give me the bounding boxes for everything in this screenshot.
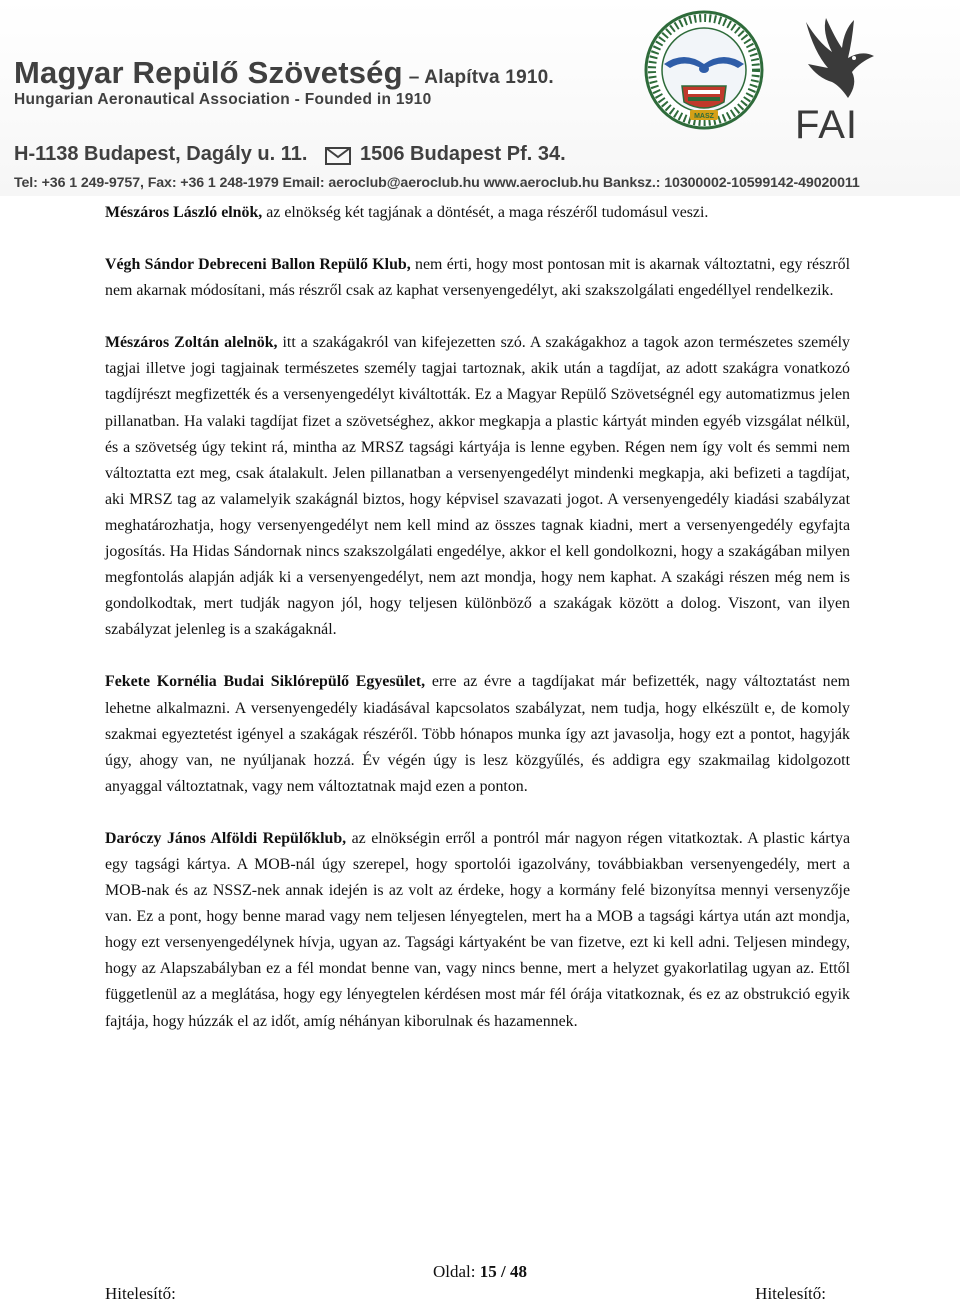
minutes-paragraph [105, 200, 850, 226]
envelope-icon [325, 147, 351, 165]
street-address: H-1138 Budapest, Dagály u. 11. [14, 143, 308, 165]
document-body [105, 200, 850, 1035]
speaker-name: Daróczy János Alföldi Repülőklub, [105, 829, 347, 847]
statement-text: nem érti, hogy most pontosan mit is akarnak változtatni, egy részről nem akarnak módosítani, más részről csak az kaphat versenyengedélyt, aki szakszolgálati engedéllyel rendelkezik. [105, 256, 850, 300]
svg-text:MASZ: MASZ [694, 113, 714, 120]
authenticator-right: Hitelesítő: [755, 1284, 826, 1303]
statement-text: erre az évre a tagdíjakat már befizették, nagy változtatást nem lehetne alkalmazni. A versenyengedély kiadásával kapcsolatos szabályzat, nem tudja, hogy elkészült e, de komoly szakmai egyeztetést igényel a szakágak részéről. Több hónapos munka így azt javasolja, hogy ezt a pontot, hagyják úgy, ahogy van, ne nyúljanak hozzá. Év végén úgy is lesz közgyűlés, és addigra egy szakmailag kidolgozott anyaggal változtatnak, vagy nem változtatnak majd ezen a ponton. [105, 673, 850, 795]
page-label: Oldal: [433, 1262, 480, 1281]
fai-wordmark: FAI [795, 103, 859, 147]
page-number: 15 / 48 [479, 1262, 527, 1281]
association-emblem-logo [642, 6, 766, 138]
authenticator-left: Hitelesítő: [105, 1284, 176, 1303]
statement-text: az elnökségin erről a pontról már nagyon régen vitatkoztak. A plastic kártya egy tagsági kártya. A MOB-nál úgy szerepel, hogy sportolói igazolvány, továbbiakban versenyengedély, mert a MOB-nak és az NSSZ-nek annak idején is az volt az érdeke, hogy a kormány felé bizonyítsa mennyi versenyzője van. Ez a pont, hogy benne marad vagy nem teljesen lényegtelen, mert ha a MOB a tagsági kártya után azt mondja, hogy ezt versenyengedélynek hívja, ugyan az. Tagsági kártyaként be van fizetve, ezt ki kell adni. Teljesen mindegy, hogy az Alapszabályban ez a fél mondat benne van, vagy nincs benne, mert a helyzet gyakorlatilag ugyan az. Ettől függetlenül az a meglátása, hogy egy lényegtelen kérdésen most már fél órája vitatkoznak, és ez az obstrukció egyik fajtája, hogy húzzák el az időt, amíg néhányan kiborulnak és hazamennek. [105, 829, 850, 1030]
statement-text: itt a szakágakról van kifejezetten szó. A szakágakhoz a tagok azon természetes személy tagjai illetve jogi tagjainak természetes személy tagjai tartoznak, akik után a tagdíjat, az adott szakágra vonatkozó tagdíjrészt megfizették és a versenyengedélyt kiváltották. Ez a Magyar Repülő Szövetségnél egy automatizmus jelen pillanatban. Ha valaki tagdíjat fizet a szövetséghez, akkor megkapja a plastic kártyát minden egyéb vizsgálat nélkül, és a szövetség úgy tekint rá, mintha az MRSZ tagsági kártyája is lenne egyben. Régen nem így volt és semmi nem változtatta ezt meg, csak átalakult. Jelen pillanatban a versenyengedélyt mindenki megkapja, aki befizeti a tagdíjat, aki MRSZ tag az valamelyik szakágnál biztos, hogy képvisel szavazati jogot. A versenyengedély kiadási szabályzat meghatározhatja, hogy versenyengedélyt nem kell mind az összes tagnak kiadni, mert a versenyengedély egyfajta jogosítás. Ha Hidas Sándornak nincs szakszolgálati engedélye, akkor el kell gondolkozni, hogy a szakágában milyen megfontolás alapján adják ki a versenyengedélyt, nem azt mondja, hogy nem kaphat. A szakági részen még nem is gondolkodtak, mert tudják nagyon jól, hogy teljesen különböző a szakágak között a dolog. Viszont, van ilyen szabályzat jelenleg is a szakágaknál. [105, 334, 850, 639]
speaker-name: Fekete Kornélia Budai Siklórepülő Egyesület, [105, 673, 426, 691]
minutes-paragraph [105, 252, 850, 304]
speaker-name: Mészáros Zoltán alelnök, [105, 334, 278, 352]
po-box: 1506 Budapest Pf. 34. [360, 143, 566, 165]
page-indicator [0, 1262, 960, 1282]
minutes-paragraph [105, 330, 850, 643]
statement-text: az elnökség két tagjának a döntését, a maga részéről tudomásul veszi. [262, 204, 709, 221]
contact-line: Tel: +36 1 249-9757, Fax: +36 1 248-1979 Email: aeroclub@aeroclub.hu www.aeroclub.hu Banksz.: 10300002-10599142-49020011 [14, 175, 860, 191]
speaker-name: Mészáros László elnök, [105, 204, 263, 221]
speaker-name: Végh Sándor Debreceni Ballon Repülő Klub, [105, 256, 411, 274]
association-name: Magyar Repülő Szövetség – Alapítva 1910. [14, 55, 554, 90]
association-name-english: Hungarian Aeronautical Association - Founded in 1910 [14, 91, 432, 108]
minutes-paragraph [105, 669, 850, 799]
founded-note: – Alapítva 1910. [408, 67, 554, 88]
letterhead [0, 0, 960, 196]
minutes-paragraph [105, 826, 850, 1035]
